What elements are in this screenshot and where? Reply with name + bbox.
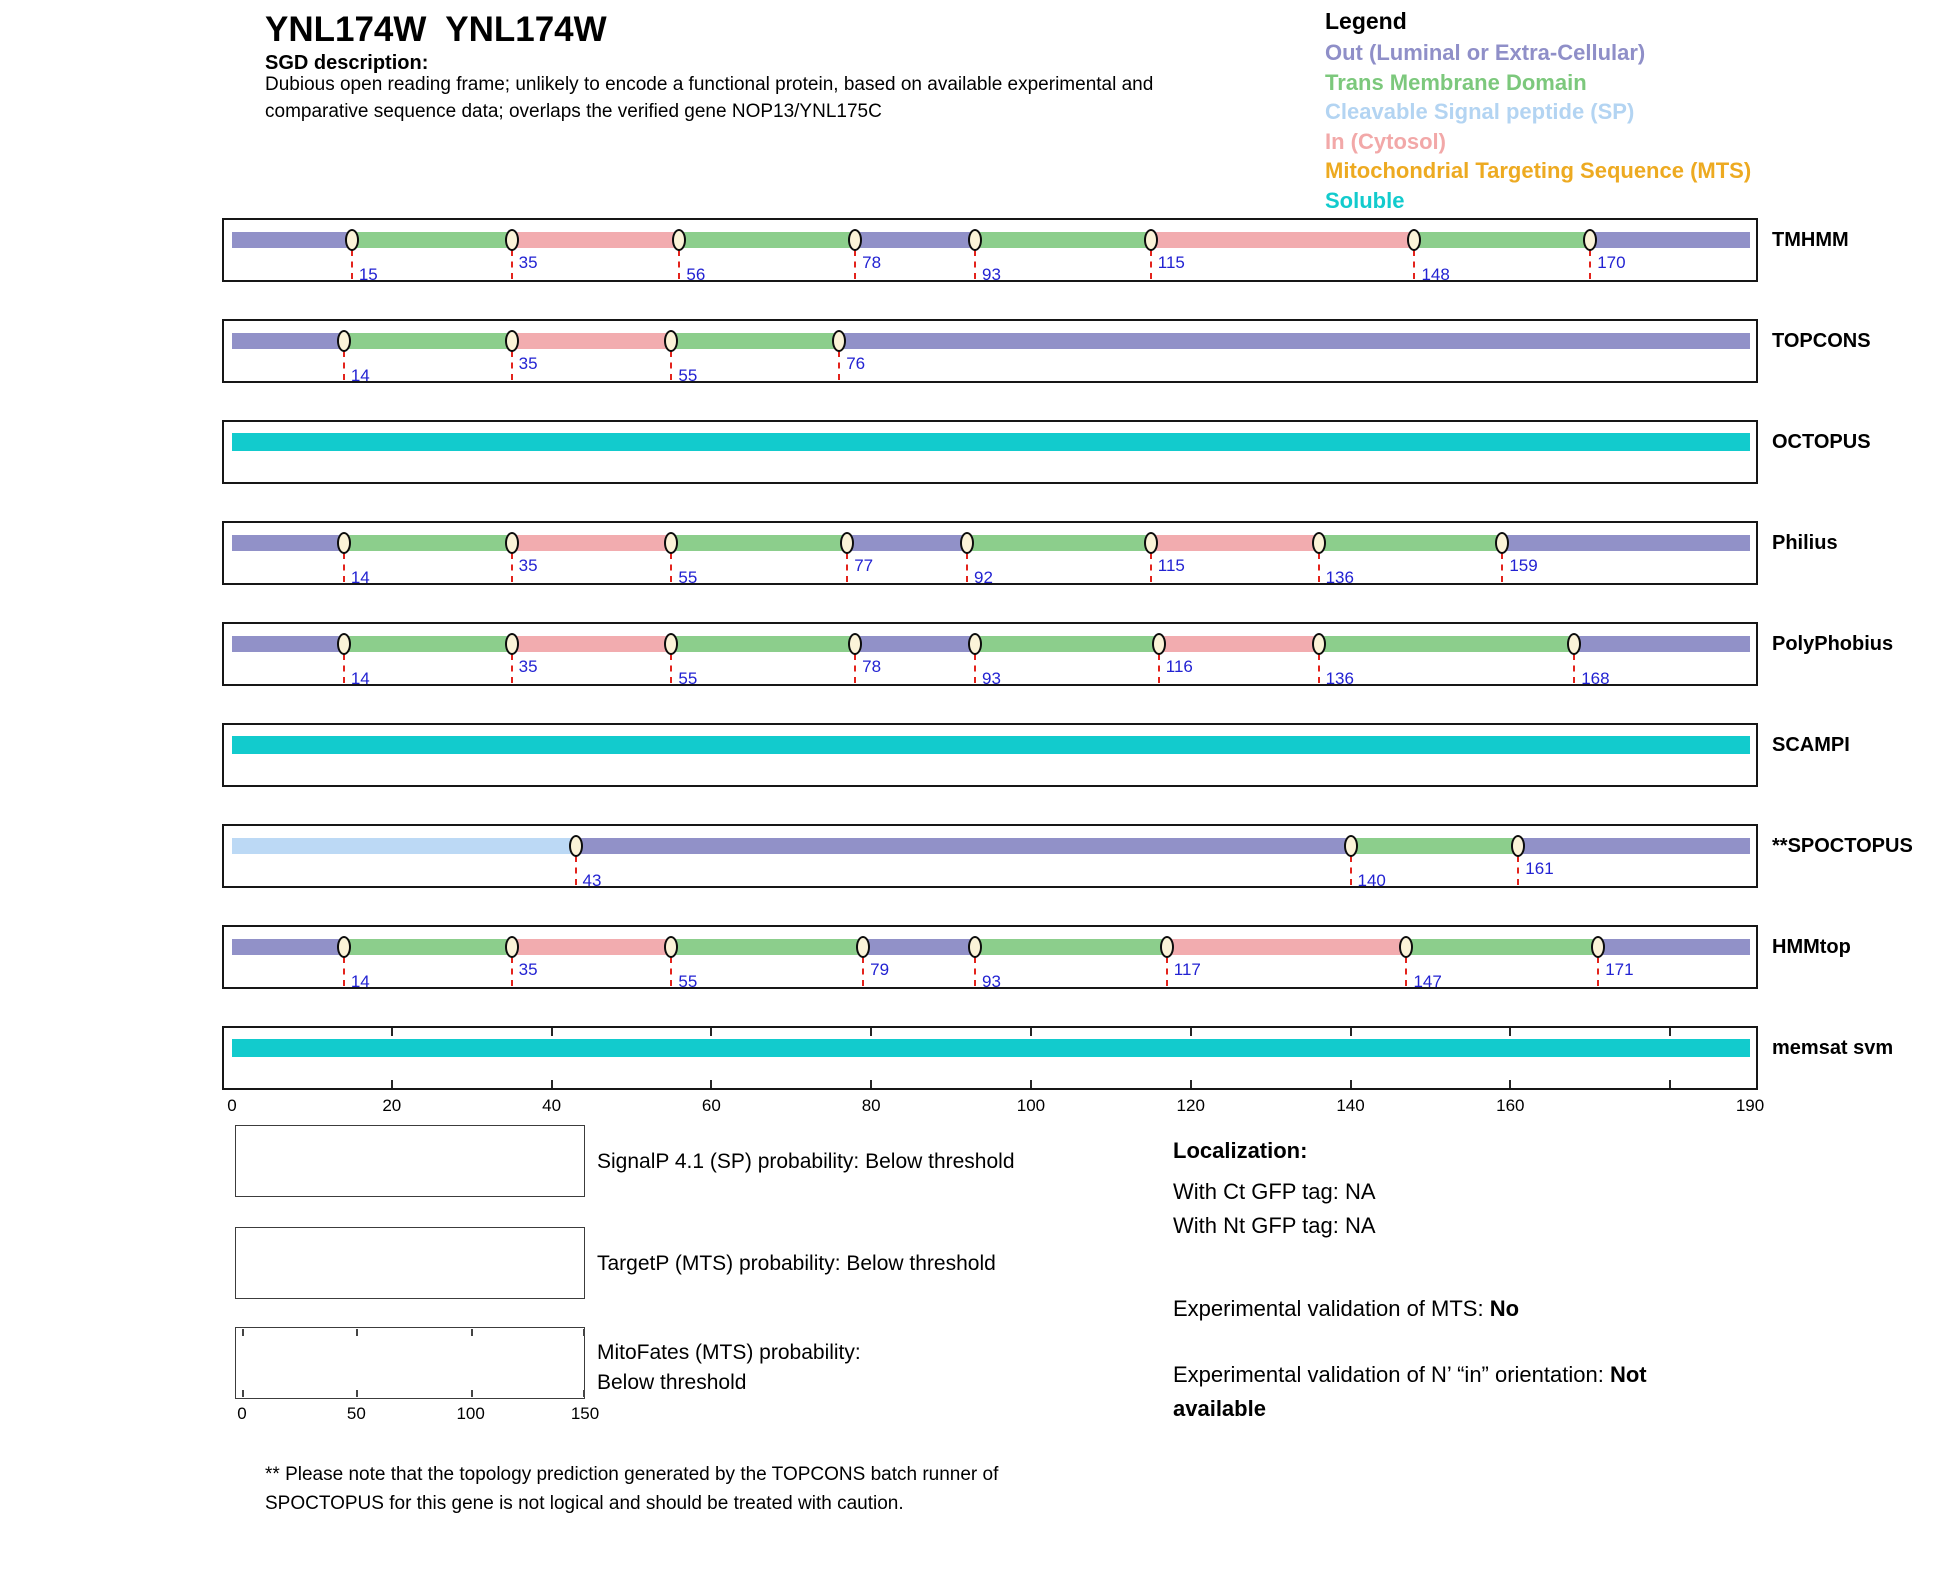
- page-title: YNL174W YNL174W: [265, 10, 607, 49]
- boundary-line: [846, 553, 848, 582]
- boundary-number: 55: [678, 568, 698, 587]
- boundary-line: [511, 957, 513, 986]
- ruler-tick-top: [870, 1028, 872, 1036]
- probability-tick-bottom: [356, 1390, 358, 1397]
- boundary-line: [670, 654, 672, 683]
- boundary-number: 14: [350, 669, 370, 688]
- boundary-circle: [505, 633, 519, 655]
- boundary-line: [1318, 654, 1320, 683]
- boundary-line: [1158, 654, 1160, 683]
- boundary-line: [974, 654, 976, 683]
- ruler-tick-bottom: [1669, 1080, 1671, 1088]
- segment-tm: [967, 535, 1151, 551]
- legend-title: Legend: [1325, 8, 1407, 34]
- boundary-circle: [505, 936, 519, 958]
- segment-out: [232, 939, 344, 955]
- segment-sp: [232, 838, 576, 854]
- boundary-line: [343, 351, 345, 380]
- track-box-spoctopus: [222, 824, 1758, 888]
- segment-tm: [1406, 939, 1598, 955]
- boundary-circle: [337, 532, 351, 554]
- boundary-number: 14: [350, 366, 370, 385]
- segment-soluble: [232, 433, 1750, 451]
- segment-tm: [344, 939, 512, 955]
- boundary-number: 14: [350, 972, 370, 991]
- segment-tm: [679, 232, 855, 248]
- segment-out: [576, 838, 1351, 854]
- boundary-number: 92: [974, 568, 993, 587]
- track-box-memsatsvm: [222, 1026, 1758, 1090]
- ruler-tick-top: [391, 1028, 393, 1036]
- boundary-number: 79: [870, 960, 890, 979]
- boundary-circle: [968, 229, 982, 251]
- segment-out: [1502, 535, 1750, 551]
- track-label-philius: Philius: [1772, 532, 1838, 554]
- boundary-number: 159: [1509, 556, 1538, 575]
- boundary-number: 140: [1357, 871, 1386, 890]
- axis-tick-label: 20: [382, 1096, 402, 1115]
- probability-box-signalp: [235, 1125, 585, 1197]
- boundary-number: 43: [582, 871, 602, 890]
- probability-label-mitofates: MitoFates (MTS) probability: Below threshold: [597, 1341, 861, 1394]
- segment-tm: [671, 939, 863, 955]
- boundary-circle: [505, 532, 519, 554]
- segment-in: [1167, 939, 1407, 955]
- boundary-number: 93: [982, 265, 1001, 284]
- track-label-tmhmm: TMHMM: [1772, 229, 1849, 251]
- boundary-line: [511, 250, 513, 279]
- segment-out: [839, 333, 1750, 349]
- segment-tm: [671, 636, 855, 652]
- boundary-line: [575, 856, 577, 885]
- boundary-number: 78: [862, 253, 882, 272]
- segment-out: [1574, 636, 1750, 652]
- boundary-number: 55: [678, 366, 698, 385]
- boundary-line: [1517, 856, 1519, 885]
- mts-validation-line: [1173, 1296, 1519, 1322]
- ruler-tick-bottom: [1190, 1080, 1192, 1088]
- boundary-line: [1405, 957, 1407, 986]
- footnote-line2: SPOCTOPUS for this gene is not logical and should be treated with caution.: [265, 1493, 904, 1514]
- segment-out: [855, 636, 975, 652]
- legend-item-sp: Cleavable Signal peptide (SP): [1325, 99, 1635, 124]
- localization-title: Localization:: [1173, 1138, 1308, 1163]
- boundary-circle: [569, 835, 583, 857]
- boundary-number: 76: [846, 354, 866, 373]
- segment-out: [855, 232, 975, 248]
- sgd-description-line1: Dubious open reading frame; unlikely to encode a functional protein, based on available experimental and: [265, 74, 1154, 95]
- segment-tm: [671, 333, 839, 349]
- boundary-circle: [1344, 835, 1358, 857]
- axis-tick-label: 160: [1496, 1096, 1525, 1115]
- boundary-circle: [960, 532, 974, 554]
- segment-tm: [1319, 535, 1503, 551]
- boundary-line: [670, 553, 672, 582]
- segment-out: [1518, 838, 1750, 854]
- boundary-number: 161: [1525, 859, 1554, 878]
- ruler-tick-bottom: [391, 1080, 393, 1088]
- segment-in: [1151, 535, 1319, 551]
- boundary-line: [670, 957, 672, 986]
- boundary-number: 35: [518, 960, 538, 979]
- orientation-validation-value: Not available: [1173, 1362, 1647, 1421]
- segment-soluble: [232, 1039, 1750, 1057]
- boundary-circle: [337, 330, 351, 352]
- boundary-circle: [1312, 633, 1326, 655]
- legend-item-tm: Trans Membrane Domain: [1325, 69, 1587, 95]
- boundary-line: [1150, 250, 1152, 279]
- axis-tick-label: 140: [1336, 1096, 1365, 1115]
- boundary-line: [838, 351, 840, 380]
- boundary-number: 147: [1413, 972, 1442, 991]
- sgd-description-label: SGD description:: [265, 52, 429, 74]
- segment-tm: [1319, 636, 1575, 652]
- sgd-description-line2: comparative sequence data; overlaps the verified gene NOP13/YNL175C: [265, 101, 882, 122]
- boundary-line: [974, 250, 976, 279]
- track-label-octopus: OCTOPUS: [1772, 431, 1871, 453]
- boundary-number: 35: [518, 253, 538, 272]
- probability-tick-bottom: [242, 1390, 244, 1397]
- boundary-line: [678, 250, 680, 279]
- segment-out: [1590, 232, 1750, 248]
- segment-tm: [1351, 838, 1519, 854]
- boundary-number: 93: [982, 972, 1001, 991]
- boundary-circle: [345, 229, 359, 251]
- boundary-circle: [1144, 532, 1158, 554]
- boundary-line: [343, 654, 345, 683]
- legend-item-out: Out (Luminal or Extra-Cellular): [1325, 40, 1646, 65]
- boundary-line: [1589, 250, 1591, 279]
- boundary-number: 136: [1325, 568, 1354, 587]
- probability-label-signalp: SignalP 4.1 (SP) probability: Below threshold: [597, 1150, 1015, 1173]
- track-box-topcons: [222, 319, 1758, 383]
- boundary-line: [351, 250, 353, 279]
- axis-tick-label: 100: [1016, 1096, 1046, 1115]
- boundary-line: [1166, 957, 1168, 986]
- ct-gfp-line: With Ct GFP tag: NA: [1173, 1179, 1376, 1204]
- legend-item-mts: Mitochondrial Targeting Sequence (MTS): [1325, 158, 1752, 183]
- segment-in: [1151, 232, 1415, 248]
- boundary-circle: [1160, 936, 1174, 958]
- probability-axis-label: 0: [237, 1404, 247, 1423]
- probability-tick-top: [356, 1329, 358, 1336]
- boundary-line: [974, 957, 976, 986]
- boundary-number: 35: [518, 354, 538, 373]
- footnote-line1: ** Please note that the topology prediction generated by the TOPCONS batch runner of: [265, 1464, 999, 1485]
- boundary-number: 14: [350, 568, 370, 587]
- boundary-line: [966, 553, 968, 582]
- segment-tm: [344, 636, 512, 652]
- ruler-tick-top: [710, 1028, 712, 1036]
- probability-label-targetp: TargetP (MTS) probability: Below threshold: [597, 1252, 996, 1275]
- track-label-polyphobius: PolyPhobius: [1772, 633, 1894, 655]
- axis-tick-label: 190: [1735, 1096, 1765, 1115]
- track-label-scampi: SCAMPI: [1772, 734, 1850, 756]
- boundary-circle: [505, 229, 519, 251]
- boundary-line: [1573, 654, 1575, 683]
- boundary-line: [1597, 957, 1599, 986]
- ruler-tick-bottom: [710, 1080, 712, 1088]
- boundary-circle: [505, 330, 519, 352]
- orientation-validation-prefix: Experimental validation of N’ “in” orientation:: [1173, 1362, 1610, 1387]
- segment-tm: [352, 232, 512, 248]
- boundary-number: 77: [854, 556, 874, 575]
- ruler-tick-top: [1190, 1028, 1192, 1036]
- segment-tm: [671, 535, 847, 551]
- boundary-number: 117: [1173, 960, 1201, 979]
- segment-in: [512, 333, 672, 349]
- boundary-number: 115: [1157, 556, 1185, 575]
- boundary-line: [511, 553, 513, 582]
- segment-out: [847, 535, 967, 551]
- segment-out: [232, 232, 352, 248]
- mts-validation-value: No: [1489, 1296, 1520, 1321]
- segment-tm: [975, 232, 1151, 248]
- boundary-line: [343, 957, 345, 986]
- ruler-tick-top: [1030, 1028, 1032, 1036]
- ruler-tick-top: [1350, 1028, 1352, 1036]
- segment-out: [232, 636, 344, 652]
- track-box-octopus: [222, 420, 1758, 484]
- track-label-spoctopus: **SPOCTOPUS: [1772, 835, 1913, 857]
- segment-tm: [344, 535, 512, 551]
- boundary-number: 15: [358, 265, 378, 284]
- segment-out: [1598, 939, 1750, 955]
- segment-tm: [975, 636, 1159, 652]
- axis-tick-label: 60: [701, 1096, 721, 1115]
- segment-soluble: [232, 736, 1750, 754]
- boundary-number: 35: [518, 556, 538, 575]
- segment-in: [1159, 636, 1319, 652]
- track-box-scampi: [222, 723, 1758, 787]
- segment-out: [232, 535, 344, 551]
- boundary-line: [854, 250, 856, 279]
- boundary-line: [670, 351, 672, 380]
- boundary-number: 116: [1165, 657, 1193, 676]
- track-label-topcons: TOPCONS: [1772, 330, 1871, 352]
- probability-box-mitofates: [235, 1327, 585, 1399]
- boundary-circle: [968, 633, 982, 655]
- boundary-line: [1350, 856, 1352, 885]
- axis-tick-label: 80: [861, 1096, 881, 1115]
- probability-axis-label: 100: [456, 1404, 485, 1423]
- legend-item-soluble: Soluble: [1325, 187, 1405, 213]
- axis-tick-label: 40: [542, 1096, 562, 1115]
- ruler-tick-bottom: [1030, 1080, 1032, 1088]
- probability-tick-top: [583, 1329, 585, 1336]
- boundary-circle: [337, 936, 351, 958]
- boundary-line: [511, 654, 513, 683]
- boundary-number: 78: [862, 657, 882, 676]
- boundary-line: [1318, 553, 1320, 582]
- boundary-circle: [968, 936, 982, 958]
- boundary-circle: [337, 633, 351, 655]
- boundary-line: [511, 351, 513, 380]
- probability-box-targetp: [235, 1227, 585, 1299]
- segment-out: [232, 333, 344, 349]
- ruler-tick-top: [1669, 1028, 1671, 1036]
- boundary-line: [854, 654, 856, 683]
- ruler-tick-top: [1509, 1028, 1511, 1036]
- axis-tick-label: 0: [227, 1096, 237, 1115]
- boundary-line: [1150, 553, 1152, 582]
- boundary-number: 35: [518, 657, 538, 676]
- segment-in: [512, 232, 680, 248]
- boundary-line: [1501, 553, 1503, 582]
- boundary-circle: [1312, 532, 1326, 554]
- boundary-number: 93: [982, 669, 1001, 688]
- probability-axis-label: 50: [346, 1404, 366, 1423]
- boundary-line: [1413, 250, 1415, 279]
- segment-out: [863, 939, 975, 955]
- ruler-tick-bottom: [1350, 1080, 1352, 1088]
- probability-tick-bottom: [583, 1390, 585, 1397]
- ruler-tick-bottom: [870, 1080, 872, 1088]
- axis-tick-label: 120: [1176, 1096, 1205, 1115]
- probability-tick-bottom: [471, 1390, 473, 1397]
- segment-in: [512, 636, 672, 652]
- ruler-tick-top: [551, 1028, 553, 1036]
- boundary-number: 56: [686, 265, 706, 284]
- boundary-number: 171: [1605, 960, 1634, 979]
- boundary-line: [343, 553, 345, 582]
- probability-axis-label: 150: [570, 1404, 600, 1423]
- boundary-line: [862, 957, 864, 986]
- boundary-number: 55: [678, 972, 698, 991]
- boundary-number: 170: [1597, 253, 1626, 272]
- segment-tm: [1414, 232, 1590, 248]
- segment-in: [512, 535, 672, 551]
- track-label-hmmtop: HMMtop: [1772, 936, 1851, 958]
- boundary-number: 136: [1325, 669, 1354, 688]
- mts-validation-prefix: Experimental validation of MTS:: [1173, 1296, 1490, 1321]
- boundary-number: 148: [1421, 265, 1450, 284]
- boundary-circle: [1144, 229, 1158, 251]
- segment-tm: [344, 333, 512, 349]
- track-label-memsatsvm: memsat svm: [1772, 1037, 1894, 1059]
- probability-tick-top: [242, 1329, 244, 1336]
- boundary-number: 168: [1581, 669, 1610, 688]
- nt-gfp-line: With Nt GFP tag: NA: [1173, 1213, 1376, 1238]
- spoctopus-footnote: [265, 1460, 998, 1518]
- segment-in: [512, 939, 672, 955]
- boundary-circle: [1152, 633, 1166, 655]
- boundary-number: 115: [1157, 253, 1185, 272]
- boundary-number: 55: [678, 669, 698, 688]
- probability-tick-top: [471, 1329, 473, 1336]
- segment-tm: [975, 939, 1167, 955]
- ruler-tick-bottom: [1509, 1080, 1511, 1088]
- legend-item-in: In (Cytosol): [1325, 128, 1446, 154]
- ruler-tick-bottom: [551, 1080, 553, 1088]
- orientation-validation-line: [1173, 1358, 1718, 1426]
